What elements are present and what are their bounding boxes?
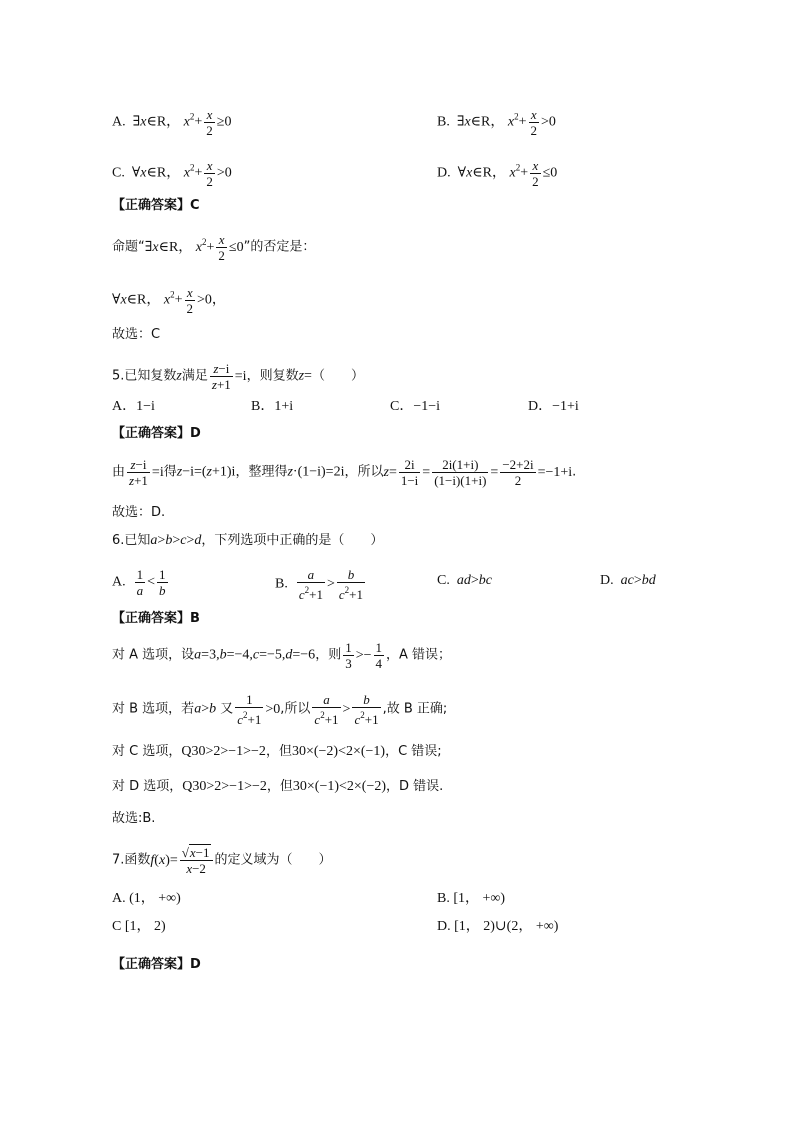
q6-stem: 6.已知a>b>c>d，下列选项中正确的是（ ） (112, 533, 384, 548)
q6-option-c: C. ad>bc (437, 573, 492, 588)
q7-option-b: B. [1， +∞) (437, 891, 506, 906)
q6-answer: 【正确答案】B (112, 611, 200, 626)
q6-explanation-b: 对 B 选项，若a>b 又 $\frac{1}{c^2+1}$ >0,所以 $\frac{a}{c^2+1}$ > $\frac{b}{c^2+1}$ ,故 B 正确; (112, 692, 448, 727)
q6-explanation-d: 对 D 选项，Q30>2>−1>−2，但30×(−1)<2×(−2)，D 错误. (112, 779, 444, 794)
q5-answer: 【正确答案】D (112, 426, 201, 441)
q4-option-c: C. ∀x∈R， $x^2+$ $\frac{x}{2}$ >0 (112, 158, 232, 189)
q6-option-b: B. $\frac{a}{c^2+1}$ > $\frac{b}{c^2+1}$ (275, 567, 363, 602)
q7-option-d: D. [1， 2)∪(2， +∞) (437, 919, 559, 934)
q5-stem: 5.已知复数z满足 $\frac{z-i}{z+1}$ =i，则复数z=（ ） (112, 361, 364, 392)
q6-explanation-a: 对 A 选项，设a=3,b=−4,c=−5,d=−6，则 $\frac{1}{3}$ >− $\frac{1}{4}$ ，A 错误； (112, 640, 452, 671)
q5-option-b: B．1+i (251, 399, 294, 414)
q4-option-b: B. ∃x∈R， $x^2+$ $\frac{x}{2}$ >0 (437, 107, 556, 138)
q5-option-d: D．−1+i (528, 399, 579, 414)
q6-option-d: D. ac>bd (600, 573, 656, 588)
q5-option-a: A．1−i (112, 399, 155, 414)
q5-option-c: C．−1−i (390, 399, 441, 414)
q4-option-a: A. ∃x∈R， $x^2+$ $\frac{x}{2}$ ≥0 (112, 107, 232, 138)
q5-explanation: 由 $\frac{z-i}{z+1}$ =i得z−i=(z+1)i，整理得z·(1−i)=2i，所以z= $\frac{2i}{1-i}$ = $\frac{2i(1+i)}{(1-i)(1+i)}$ = $\frac{-2+2i}{2}$ =−1+i. (112, 457, 577, 488)
q6-option-a: A. $\frac{1}{a}$ < $\frac{1}{b}$ (112, 567, 166, 598)
q6-conclusion: 故选:B. (112, 811, 156, 826)
q4-answer: 【正确答案】C (112, 198, 200, 213)
q4-option-d: D. ∀x∈R， $x^2+$ $\frac{x}{2}$ ≤0 (437, 158, 558, 189)
q7-stem: 7.函数f(x)= $\frac{√x-1}{x-2}$ 的定义域为（ ） (112, 845, 332, 876)
q7-option-a: A. (1， +∞) (112, 891, 181, 906)
q6-explanation-c: 对 C 选项，Q30>2>−1>−2，但30×(−2)<2×(−1)，C 错误; (112, 744, 442, 759)
q7-answer: 【正确答案】D (112, 957, 201, 972)
q5-conclusion: 故选：D. (112, 505, 166, 520)
q7-option-c: C [1， 2) (112, 919, 166, 934)
q4-conclusion: 故选：C (112, 327, 161, 342)
q4-explanation-1: 命题“∃x∈R， $x^2+$ $\frac{x}{2}$ ≤0”的否定是： (112, 232, 316, 263)
q4-explanation-2: ∀x∈R， $x^2+$ $\frac{x}{2}$ >0， (112, 285, 226, 316)
